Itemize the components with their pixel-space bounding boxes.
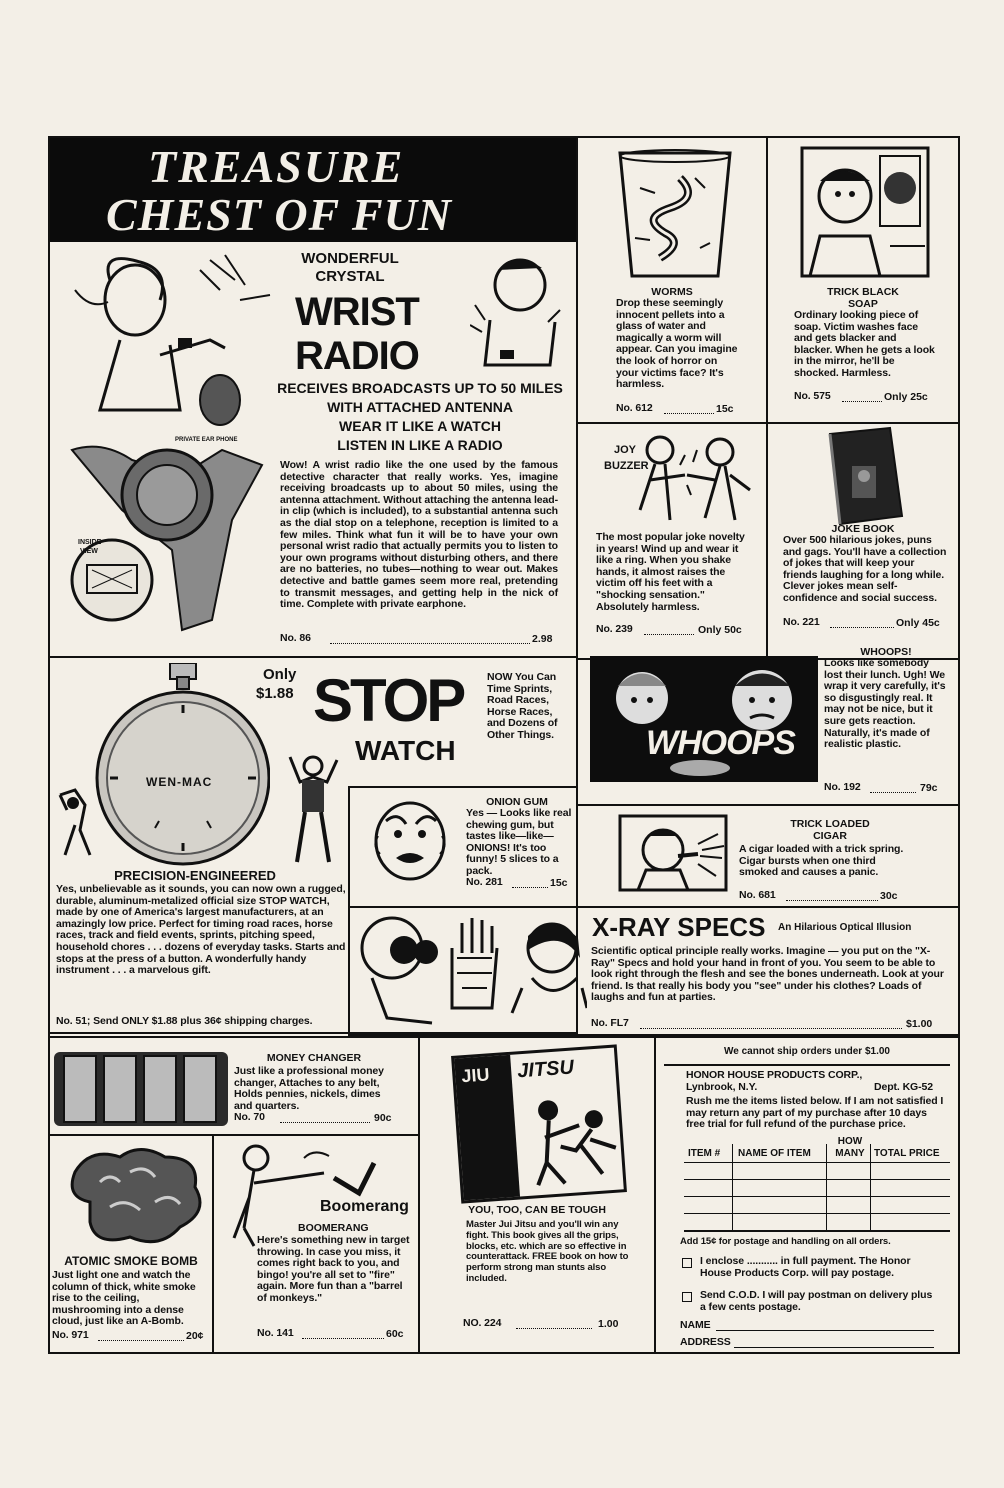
soap-body: Ordinary looking piece of soap. Victim washes face and gets blacker and blacker. When he gets a look in the mirror, he'll be shocked. Harmless. xyxy=(794,309,935,379)
cigar-illustration xyxy=(618,814,728,892)
order-col-quantity: HOW MANY xyxy=(835,1136,865,1159)
cigar-title-1: TRICK LOADED xyxy=(790,818,870,830)
boomerang-title: BOOMERANG xyxy=(298,1222,369,1234)
xray-price: $1.00 xyxy=(906,1018,933,1030)
jokebook-price: Only 45c xyxy=(896,617,940,629)
buzzer-item-number: No. 239 xyxy=(596,623,633,635)
order-city: Lynbrook, N.Y. xyxy=(686,1081,758,1093)
smoke-title: ATOMIC SMOKE BOMB xyxy=(64,1254,198,1268)
smoke-cloud-illustration xyxy=(60,1142,210,1254)
stopwatch-illustration xyxy=(95,663,270,878)
money-price-leader xyxy=(280,1122,370,1123)
smoke-price-leader xyxy=(98,1340,184,1341)
money-changer-illustration xyxy=(52,1046,232,1132)
cigar-title-2: CIGAR xyxy=(813,830,847,842)
whoops-body: Looks like somebody lost their lunch. Ugh! We wrap it very carefully, it's so disgustingly real. It may not be nice, but it sure gets reaction. Naturally, it's made of realistic plastic. xyxy=(824,657,946,751)
wrestlers-art xyxy=(517,1087,623,1190)
jiujitsu-body: Master Jui Jitsu and you'll win any fight. This book gives all the grips, blocks, etc. which are so effective in counterattack. FREE book on how to perform strong man stunts also included. xyxy=(466,1219,629,1284)
whoops-item-number: No. 192 xyxy=(824,781,861,793)
joke-book-illustration xyxy=(820,426,910,526)
money-price: 90c xyxy=(374,1112,392,1124)
order-divider-1 xyxy=(664,1064,950,1066)
radio-item-number: No. 86 xyxy=(280,632,311,644)
radio-kicker-1: WONDERFUL xyxy=(301,250,399,267)
xray-illustration xyxy=(352,908,587,1030)
jokebook-body: Over 500 hilarious jokes, puns and gags. You'll have a collection of jokes that will keep your friends laughing for a long while. Clever jokes mean self-confidence and social success. xyxy=(783,534,947,604)
radio-sub-1: RECEIVES BROADCASTS UP TO 50 MILES xyxy=(277,380,563,396)
money-body: Just like a professional money changer, Attaches to any belt, Holds pennies, nickels, dimes and quarters. xyxy=(234,1065,384,1112)
order-row-4[interactable] xyxy=(684,1213,950,1230)
xray-body: Scientific optical principle really works. Imagine — you put on the "X-Ray" Specs and hold your hand in front of you. You seem to be able to look right through the flesh and see the bones underneath. Look at your friend. Is that really his body you "see" under his clothes? Loads of laughs and fun at parties. xyxy=(591,945,944,1004)
banner-line-2: CHEST OF FUN xyxy=(106,189,453,240)
soap-price-leader xyxy=(842,401,882,402)
buzzer-price: Only 50c xyxy=(698,624,742,636)
enclose-checkbox[interactable] xyxy=(682,1258,692,1268)
money-title: MONEY CHANGER xyxy=(266,1052,362,1064)
earphone-label: PRIVATE EAR PHONE xyxy=(175,437,238,443)
boomerang-price: 60c xyxy=(386,1328,404,1340)
worms-body: Drop these seemingly innocent pellets into a glass of water and magically a worm will appear. Can you imagine the look of horror on your victims face? It's harmless. xyxy=(616,297,738,391)
radio-title-2: RADIO xyxy=(295,334,419,378)
girl-illustration xyxy=(60,250,290,435)
radio-price: 2.98 xyxy=(532,633,553,645)
soap-title-2: SOAP xyxy=(848,298,878,310)
buzzer-body: The most popular joke novelty in years! Wind up and wear it like a ring. When you shake hands, it almost raises the victim off his feet with a "shocking sensation." Absolutely harmless. xyxy=(596,531,745,613)
order-minimum: We cannot ship orders under $1.00 xyxy=(724,1046,890,1057)
stopwatch-title-1: STOP xyxy=(313,667,464,734)
order-dept: Dept. KG-52 xyxy=(874,1081,933,1093)
jokebook-price-leader xyxy=(830,627,894,628)
stopwatch-brand: WEN-MAC xyxy=(146,775,213,789)
smoke-body: Just light one and watch the column of thick, white smoke rise to the ceiling, mushrooming into a dense cloud, just like an A-Bomb. xyxy=(52,1269,196,1328)
jokebook-title: JOKE BOOK xyxy=(831,523,895,535)
banner xyxy=(50,138,576,242)
buzzer-label-1: JOY xyxy=(614,444,637,456)
whoops-price: 79c xyxy=(920,782,938,794)
stopwatch-price-big: $1.88 xyxy=(256,685,294,702)
stopwatch-order-line: No. 51; Send ONLY $1.88 plus 36¢ shipping charges. xyxy=(56,1015,313,1027)
order-name-label: NAME xyxy=(680,1319,711,1331)
worms-price: 15c xyxy=(716,403,734,415)
inside-view-label-1: INSIDE xyxy=(78,539,102,546)
money-item-number: No. 70 xyxy=(234,1111,265,1123)
order-name-field[interactable] xyxy=(716,1330,934,1331)
order-option-2: Send C.O.D. I will pay postman on delivery plus a few cents postage. xyxy=(700,1289,933,1313)
order-instructions: Rush me the items listed below. If I am not satisfied I may return any part of my purchase after 10 days free trial for full refund of the purchase price. xyxy=(686,1095,944,1131)
jiujitsu-art-2: JITSU xyxy=(516,1056,575,1083)
order-col-name: NAME OF ITEM xyxy=(738,1148,811,1159)
boomerang-price-leader xyxy=(302,1338,384,1339)
radio-body-text: Wow! A wrist radio like the one used by the famous detective character that really works. Yes, imagine receiving broadcasts up to about 50 miles, using the antenna attachment. Without attaching the antenna lead-in clip (which is included), to a substantial antenna such as the dial stop on a telephone, reception is limited to a few miles. Think what fun it will be to have your own personal wrist radio that actually permits you to listen to your own programs without disturbing others, and there are no batteries, no tubes—nothing to wear out. Makes detective and battle games seem more real, pretending to transmit messages, and getting help in the nick of time. Complete with private earphone. xyxy=(280,459,558,611)
stopwatch-title-2: WATCH xyxy=(355,735,456,766)
order-company: HONOR HOUSE PRODUCTS CORP., xyxy=(686,1069,863,1081)
buzzer-label-2: BUZZER xyxy=(604,460,649,472)
onion-body: Yes — Looks like real chewing gum, but tastes like—like—ONIONS! It's too funny! 5 slices to a pack. xyxy=(466,807,572,877)
stopwatch-only: Only xyxy=(263,666,297,683)
runner-illustration xyxy=(285,752,340,867)
xray-subtitle: An Hilarious Optical Illusion xyxy=(778,922,912,933)
jokebook-item-number: No. 221 xyxy=(783,616,820,628)
jiujitsu-price-leader xyxy=(516,1328,592,1329)
xray-item-number: No. FL7 xyxy=(591,1017,629,1029)
boy-illustration xyxy=(470,250,570,380)
banner-line-1: TREASURE xyxy=(148,141,405,192)
radio-title-1: WRIST xyxy=(295,290,419,334)
worm-glass-illustration xyxy=(610,148,740,283)
soap-price: Only 25c xyxy=(884,391,928,403)
jiujitsu-item-number: NO. 224 xyxy=(463,1317,502,1329)
jiujitsu-title: YOU, TOO, CAN BE TOUGH xyxy=(468,1204,606,1216)
xray-price-leader xyxy=(640,1028,902,1029)
boomerang-body: Here's something new in target throwing. In case you miss, it comes right back to you, and bingo! you're all set to "fire" again. More fun than a "barrel of monkeys." xyxy=(257,1234,410,1304)
cigar-price: 30c xyxy=(880,890,898,902)
whoops-price-leader xyxy=(870,792,916,793)
cigar-body: A cigar loaded with a trick spring. Cigar bursts when one third smoked and causes a panic. xyxy=(739,843,904,879)
order-col-item: ITEM # xyxy=(688,1148,721,1159)
onion-title: ONION GUM xyxy=(486,796,548,808)
worms-title: WORMS xyxy=(651,286,693,298)
soap-item-number: No. 575 xyxy=(794,390,831,402)
soap-title-1: TRICK BLACK xyxy=(827,286,899,298)
buzzer-price-leader xyxy=(644,634,694,635)
radio-sub-3: WEAR IT LIKE A WATCH xyxy=(338,418,502,434)
order-option-1: I enclose ........... in full payment. The Honor House Products Corp. will pay postage. xyxy=(700,1255,911,1279)
radio-price-leader xyxy=(330,643,530,644)
order-row-3[interactable] xyxy=(684,1196,950,1213)
cigar-item-number: No. 681 xyxy=(739,889,776,901)
boomerang-item-number: No. 141 xyxy=(257,1327,294,1339)
whoops-title: WHOOPS! xyxy=(860,646,912,658)
cigar-price-leader xyxy=(786,900,878,901)
radio-sub-4: LISTEN IN LIKE A RADIO xyxy=(337,437,503,453)
stopwatch-body: Yes, unbelievable as it sounds, you can now own a rugged, durable, aluminum-metalized official size STOP WATCH, made by one of America's largest manufacturers, at an amazingly low price. Perfect for timing road races, horse races, track and field events, sprints, pitching speed, household chores . . . dozens of everyday tasks. Starts and stops at the press of a button. A wonderfully handy instrument . . . a marvelous gift. xyxy=(56,883,346,977)
jiujitsu-art-1: JIU xyxy=(460,1064,491,1087)
onion-item-number: No. 281 xyxy=(466,876,503,888)
whoops-illustration xyxy=(590,656,818,782)
cod-checkbox[interactable] xyxy=(682,1292,692,1302)
smoke-item-number: No. 971 xyxy=(52,1329,89,1341)
radio-kicker-2: CRYSTAL xyxy=(315,268,385,285)
order-address-field[interactable] xyxy=(734,1347,934,1348)
horse-illustration xyxy=(55,785,100,860)
jiujitsu-price: 1.00 xyxy=(598,1318,619,1330)
stopwatch-side-text: NOW You Can Time Sprints, Road Races, Horse Races, and Dozens of Other Things. xyxy=(487,671,558,741)
radio-sub-2: WITH ATTACHED ANTENNA xyxy=(327,399,513,415)
order-row-1[interactable] xyxy=(684,1162,950,1179)
xray-title: X-RAY SPECS xyxy=(592,912,766,942)
order-row-2[interactable] xyxy=(684,1179,950,1196)
handshake-illustration xyxy=(625,430,760,525)
worms-price-leader xyxy=(664,413,714,414)
stopwatch-tagline: PRECISION-ENGINEERED xyxy=(114,868,276,883)
inside-view-label-2: VIEW xyxy=(80,548,98,555)
whoops-art-text: WHOOPS xyxy=(646,724,795,762)
order-items-table xyxy=(684,1136,950,1232)
onion-price-leader xyxy=(512,887,548,888)
boomerang-art-text: Boomerang xyxy=(320,1198,409,1215)
onion-face-illustration xyxy=(368,796,453,886)
order-address-label: ADDRESS xyxy=(680,1336,731,1348)
whoops-faces-art xyxy=(590,656,818,782)
smoke-price: 20¢ xyxy=(186,1330,204,1342)
onion-price: 15c xyxy=(550,877,568,889)
order-col-total: TOTAL PRICE xyxy=(874,1148,940,1159)
order-postage: Add 15¢ for postage and handling on all orders. xyxy=(680,1236,891,1247)
worms-item-number: No. 612 xyxy=(616,402,653,414)
jiu-jitsu-book-illustration xyxy=(451,1044,627,1203)
soap-illustration xyxy=(800,146,930,278)
